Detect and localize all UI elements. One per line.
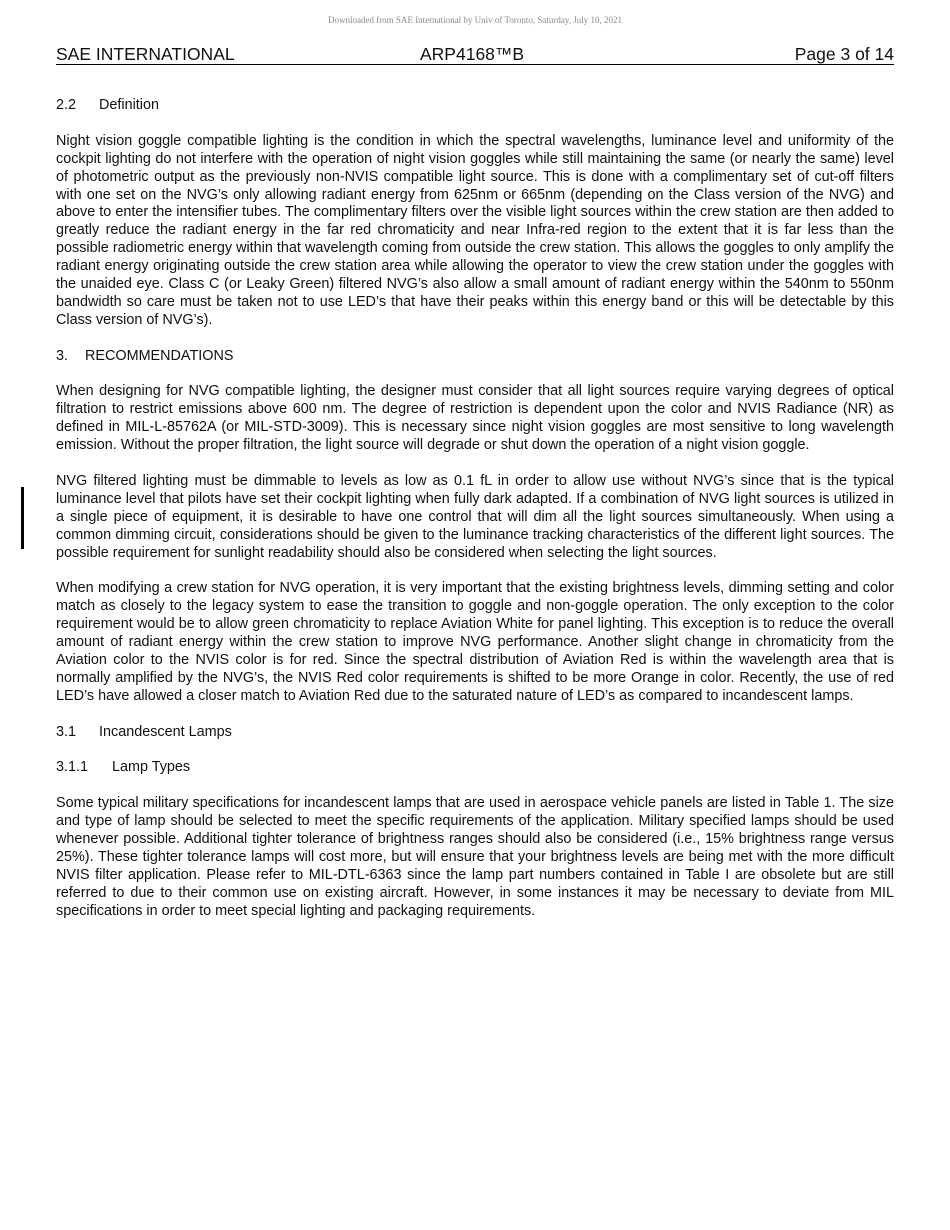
revision-change-bar [21,487,24,549]
header-document-id: ARP4168™B [420,44,525,64]
section-title: RECOMMENDATIONS [85,347,234,364]
download-watermark: Downloaded from SAE International by Univ of Toronto, Saturday, July 10, 2021 [327,15,623,25]
section-heading-3-1-1 [56,759,894,777]
header-publisher: SAE INTERNATIONAL [56,44,235,64]
page-body [56,97,894,938]
paragraph-recommendations-2: NVG filtered lighting must be dimmable to levels as low as 0.1 fL in order to allow use without NVG’s since that is the typical luminance level that pilots have set their cockpit lighting when fully dark adapted. If a combination of NVG light sources is utilized in a single piece of equipment, it is desirable to have one control that will dim all the light sources simultaneously. When using a common dimming circuit, considerations should be given to the luminance tracking characteristics of the different light sources. The possible requirement for sunlight readability should also be considered when selecting the light sources. [56,472,894,561]
section-heading-3-1 [56,724,894,742]
paragraph-recommendations-3: When modifying a crew station for NVG operation, it is very important that the existing brightness levels, dimming setting and color match as closely to the legacy system to ease the transition to goggle and non-goggle operation. The only exception to the color requirement would be to allow green chromaticity to replace Aviation White for panel lighting. This exception is to reduce the overall amount of radiant energy within the crew station to improve NVG performance. Another slight change in chromaticity from the Aviation color to the NVIS color is for red. Since the spectral distribution of Aviation Red is within the wavelength area that is normally amplified by the NVG’s, the NVIS Red color requirements is shifted to be more Orange in color. Recently, the use of red LED’s have allowed a closer match to Aviation Red due to the saturated nature of LED’s as compared to incandescent lamps. [56,580,894,704]
paragraph-lamp-types: Some typical military specifications for incandescent lamps that are used in aerospace vehicle panels are listed in Table 1. The size and type of lamp should be selected to meet the specific requirements of the application. Military specified lamps should be used whenever possible. Additional tighter tolerance of brightness ranges should also be considered (i.e., 15% brightness range versus 25%). These tighter tolerance lamps will cost more, but will ensure that your brightness levels are being met with the more difficult NVIS filter application. Please refer to MIL-DTL-6363 since the lamp part numbers contained in Table I are obsolete but are still referred to due to their common use on existing aircraft. However, in some instances it may be necessary to deviate from MIL specifications in order to meet special lighting and packaging requirements. [56,795,894,919]
page-header [56,44,894,65]
section-title: Incandescent Lamps [99,723,232,740]
section-heading-2-2 [56,97,894,115]
header-page-number: Page 3 of 14 [794,44,894,64]
section-title: Definition [99,97,159,113]
section-number: 3. [56,347,69,364]
paragraph-recommendations-1: When designing for NVG compatible lighting, the designer must consider that all light sources require varying degrees of optical filtration to restrict emissions above 600 nm. The degree of restriction is dependent upon the color and NVIS Radiance (NR) as defined in MIL-L-85762A (or MIL-STD-3009). This is necessary since night vision goggles are most sensitive to long wavelength emission. Without the proper filtration, the light source will degrade or shut down the operation of a night vision goggle. [56,383,894,454]
section-title: Lamp Types [112,759,191,776]
section-number: 2.2 [56,97,77,113]
paragraph-definition: Night vision goggle compatible lighting is the condition in which the spectral wavelengths, luminance level and uniformity of the cockpit lighting do not interfere with the operation of night vision goggles while still maintaining the same (or nearly the same) level of photometric output as the previously non-NVIS compatible light source. This is done with a complimentary set of cut-off filters with one set on the NVG’s only allowing radiant energy from 625nm or 665nm (depending on the Class version of the NVG) and above to enter the intensifier tubes. The complimentary filters over the visible light sources within the crew station are then added to greatly reduce the radiant energy in the far red chromaticity and near Infra-red region to the extent that it is far less than the possible radiometric energy within that wavelength coming from outside the crew station. This allows the goggles to only amplify the radiant energy originating outside the crew station area while allowing the operator to view the crew station under the goggles with the unaided eye. Class C (or Leaky Green) filtered NVG’s also allow a small amount of radiant energy within the 540nm to 550nm bandwidth so care must be taken not to use LED’s that have their peaks within this energy band or this will be detectable by this Class version of NVG’s). [56,132,894,328]
section-number: 3.1 [56,723,77,740]
section-number: 3.1.1 [56,759,89,776]
section-heading-3 [56,348,894,366]
